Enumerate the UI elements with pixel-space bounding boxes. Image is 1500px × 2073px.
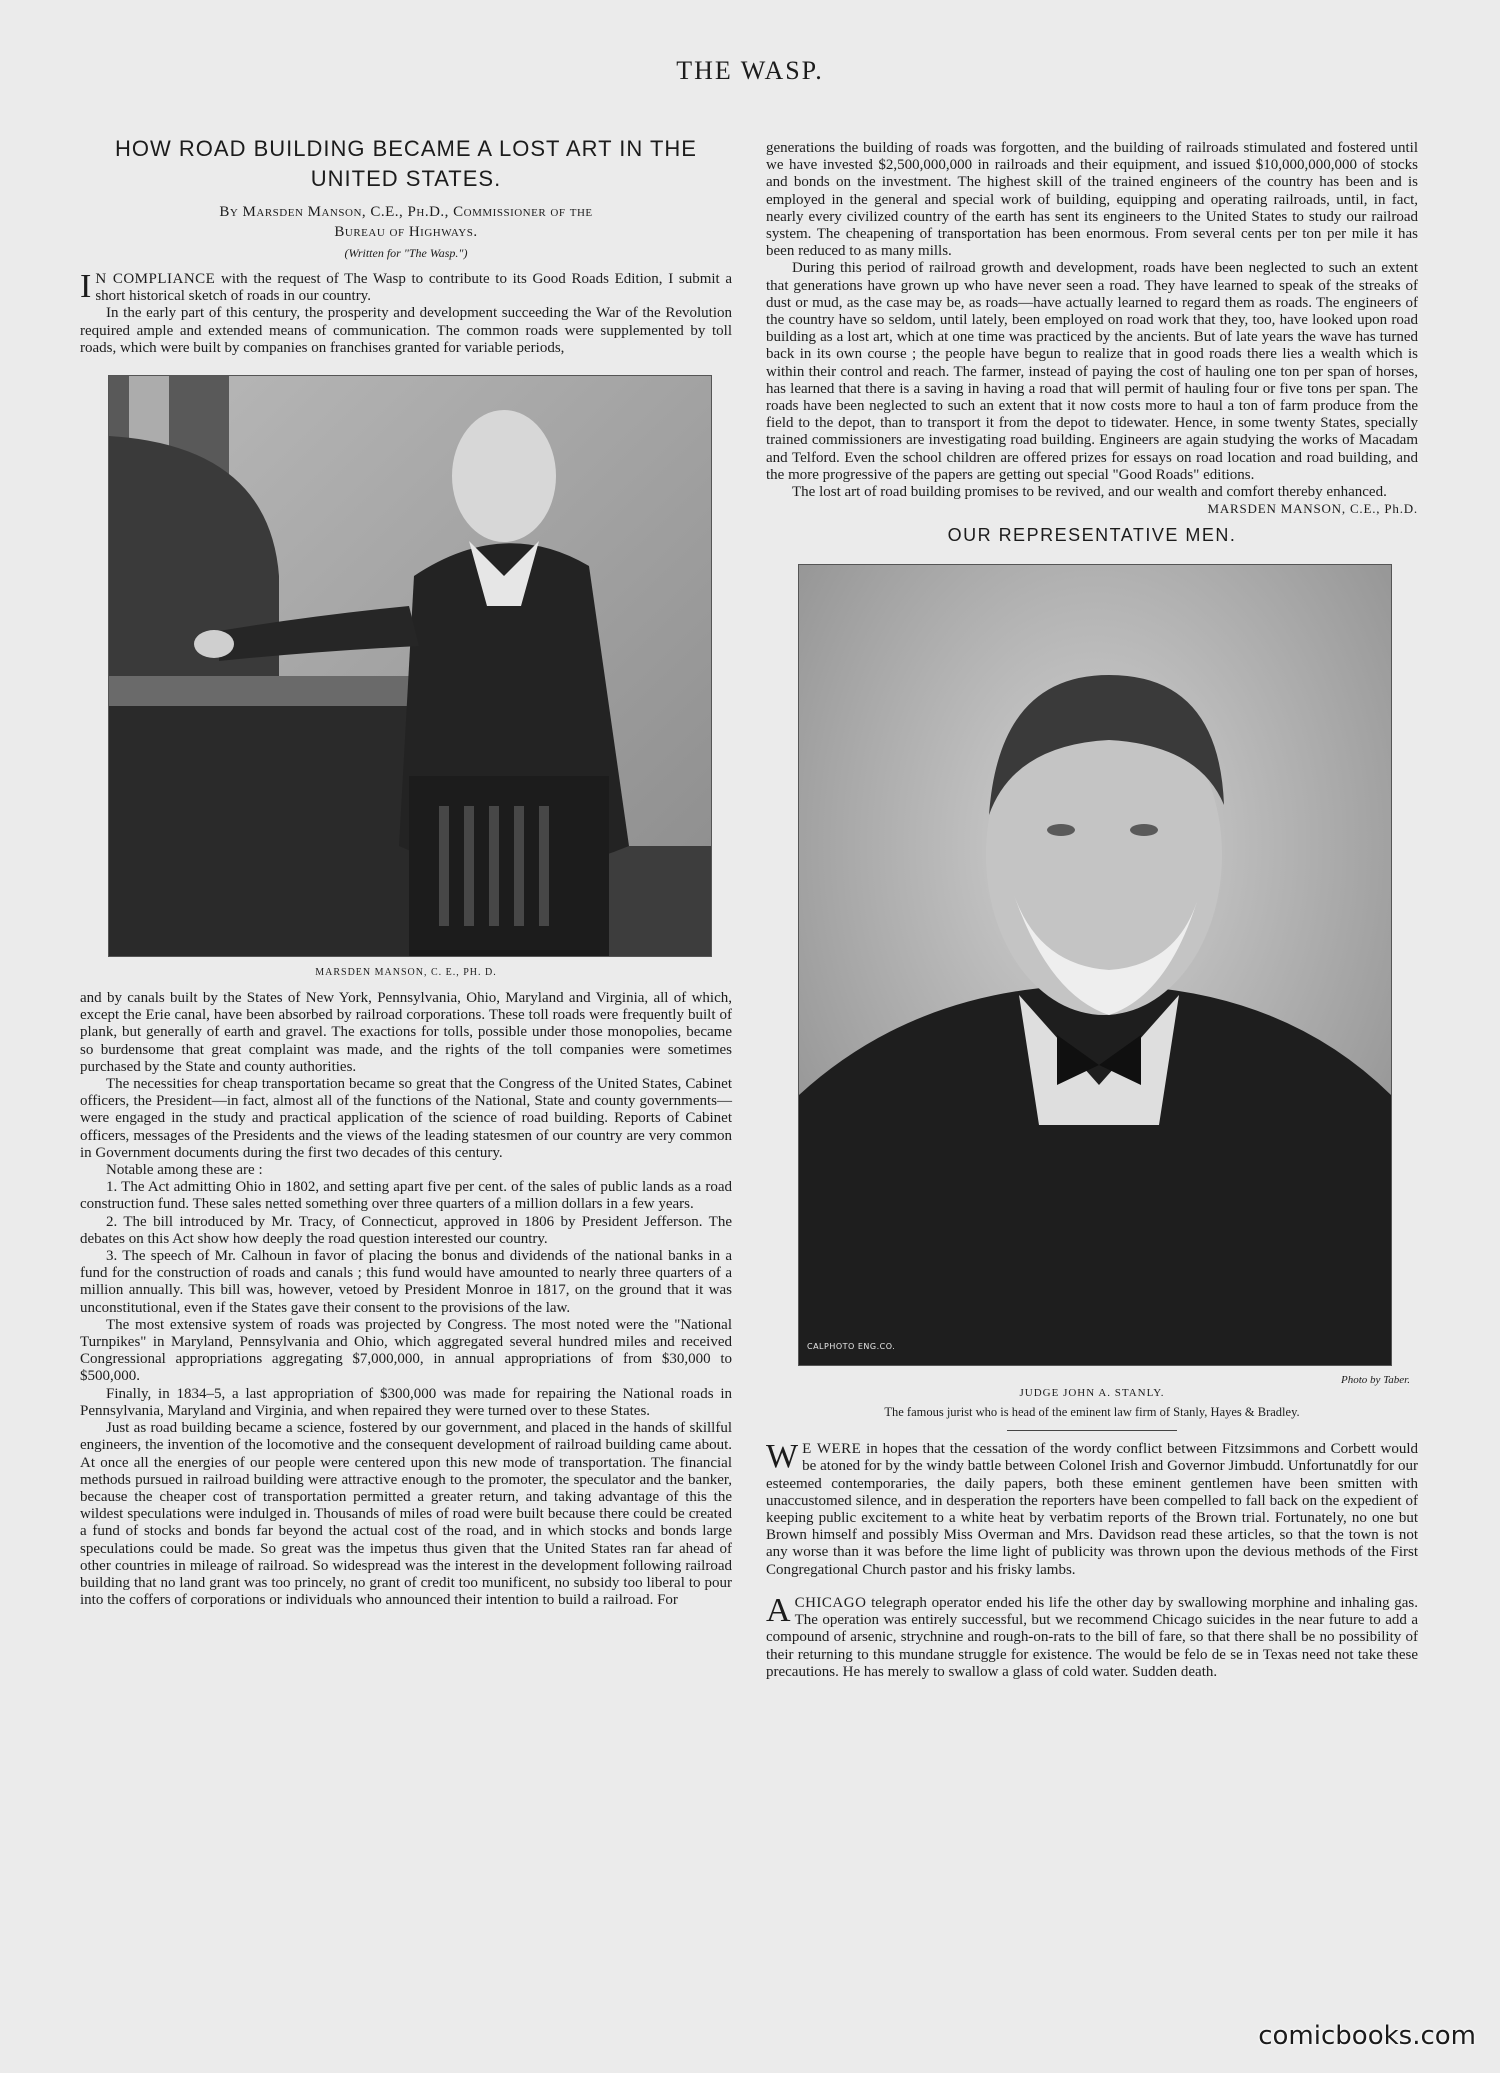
paragraph-9: Finally, in 1834–5, a last appropriation of $300,000 was made for repairing the National roads in Pennsylvania, Maryland and Virginia, and when repaired they were turned over to these States.: [80, 1385, 732, 1419]
portrait-stanly-subcaption: The famous jurist who is head of the eminent law firm of Stanly, Hayes & Bradley.: [884, 1405, 1300, 1420]
section-title: OUR REPRESENTATIVE MEN.: [947, 525, 1237, 546]
intro-text: with the request of The Wasp to contribute to its Good Roads Edition, I submit a short historical sketch of roads in our country.: [95, 271, 733, 305]
byline-line-1: By Marsden Manson, C.E., Ph.D., Commissioner of the: [219, 204, 593, 220]
intro-caps: N COMPLIANCE: [95, 271, 216, 287]
written-for-note: (Written for "The Wasp."): [344, 246, 468, 260]
right-column: [766, 140, 1418, 1681]
left-column: [80, 130, 732, 1609]
portrait-manson: [108, 375, 712, 957]
item1-text: in hopes that the cessation of the wordy conflict between Fitzsimmons and Corbett would be atoned for by the windy battle between Colonel Irish and Governor Jimbudd. Unfortunatdly for our esteemed contemporaries, the daily papers, both these eminent gentlemen have been smitten with unaccustomed silence, and in desperation the reporters have been compelled to fall back on the expedient of keeping public excitement to a white heat by verbatim reports of the Brown trial. Fortunately, no one but Brown himself and possibly Miss Overman and Mrs. Davidson read these articles, so that the town is not any worse than it was before the lime light of publicity was thrown upon the devious methods of the First Congregational Church pastor and his frisky lambs.: [766, 1441, 1418, 1578]
news-item-chicago: [766, 1591, 1418, 1681]
paragraph-11: generations the building of roads was forgotten, and the building of railroads stimulated and fostered until we have invested $2,500,000,000 in railroads and their equipment, and issued $10,000,000,000 of stocks and bonds on the investment. The highest skill of the trained engineers of the country has been and is employed in the general and special work of building, equipping and operating railroads, until, in fact, nearly every civilized country of the earth has sent its engineers to the United States to study our railroad system. The cheapening of transportation has been enormous. From several cents per ton per mile it has been reduced to as many mills.: [766, 140, 1418, 260]
byline-line-2: Bureau of Highways.: [334, 224, 478, 240]
item1-caps: E WERE: [802, 1441, 862, 1458]
paragraph-8: The most extensive system of roads was projected by Congress. The most noted were the "National Turnpikes" in Maryland, Pennsylvania and Ohio, which aggregated several hundred miles and received Congressional appropriations aggregating $7,000,000, in annual appropriations of from $30,000 to $500,000.: [80, 1316, 732, 1385]
portrait-stanly-illustration: [799, 565, 1391, 1365]
paragraph-2: and by canals built by the States of New York, Pennsylvania, Ohio, Maryland and Virginia, all of which, except the Erie canal, have been absorbed by railroad corporations. These toll roads were frequently built of plank, but generally of earth and gravel. The exactions for tolls, possible under those monopolies, became so burdensome that great complaint was made, and the rights of the toll companies were sometimes purchased by the State and county authorities.: [80, 990, 732, 1075]
article-headline: HOW ROAD BUILDING BECAME A LOST ART IN THE UNITED STATES.: [115, 136, 697, 191]
masthead: THE WASP.: [676, 56, 824, 85]
intro-dropcap: I: [80, 268, 92, 305]
paragraph-12: During this period of railroad growth and development, roads have been neglected to such an extent that generations have grown up who have never seen a road. They have learned to speak of the streaks of dust or mud, as the case may be, as roads—have actually learned to regard them as roads. The engineers of the country have so seldom, until lately, been employed on road work that they, too, have looked upon road building as a lost art, which at one time was practiced by the ancients. But of late years the wave has turned back in its own course ; the people have begun to realize that in good roads there lies a wealth which is within their control and reach. The farmer, instead of paying the cost of hauling one ton per span of horses, has learned that there is a saving in having a road that will permit of hauling four or five tons per span. The roads have been neglected to such an extent that it now costs more to haul a ton of farm produce from the field to the depot, than to transport it from the depot to tidewater. Hence, in some twenty States, specially trained commissioners are investigating road building. Engineers are again studying the works of Macadam and Telford. Even the school children are offered prizes for essays on road location and road building, and the more progressive of the papers are getting out special "Good Roads" editions.: [766, 260, 1418, 483]
paragraph-7: 3. The speech of Mr. Calhoun in favor of placing the bonus and dividends of the national banks in a fund for the construction of roads and canals ; this fund would have amounted to nearly three quarters of a million annually. This bill was, however, vetoed by President Monroe in 1817, on the ground that it was unconstitutional, even if the States gave their consent to the provisions of the law.: [80, 1248, 732, 1316]
paragraph-10: Just as road building became a science, fostered by our government, and placed in the hands of skillful engineers, the invention of the locomotive and the consequent development of railroad building came about. At once all the energies of our people were centered upon this new mode of transportation. The financial methods pursued in railroad building were attractive enough to the promoter, the speculator and the banker, because the cheaper cost of transportation permitted a greater return, and taking advantage of this the wildest speculations were indulged in. Thousands of miles of road were built because there could be created a fund of stocks and bonds far beyond the actual cost of the road, and in which stocks and bonds large speculations could be made. So great was the impetus thus given that the United States ran far ahead of other countries in mileage of railroad. So widespread was the interest in the development following railroad building that no land grant was too princely, no grant of credit too munificent, no subsidy too liberal to pour into the coffers of corporations or individuals who announced their intention to build a railroad. For: [80, 1420, 732, 1609]
portrait-manson-illustration: [109, 376, 711, 956]
paragraph-6: 2. The bill introduced by Mr. Tracy, of Connecticut, approved in 1806 by President Jefferson. The debates on this Act show how deeply the road question interested our country.: [80, 1213, 732, 1247]
portrait-stanly: [798, 564, 1392, 1366]
item1-dropcap: W: [766, 1438, 799, 1476]
item-spacer: [766, 1579, 1418, 1595]
intro-paragraph: [80, 268, 733, 305]
paragraph-4: Notable among these are :: [106, 1162, 263, 1179]
engraver-tag: CALPHOTO ENG.CO.: [807, 1342, 896, 1352]
item2-text: telegraph operator ended his life the other day by swallowing morphine and inhaling gas. The operation was entirely successful, but we recommend Chicago suicides in the near future to add a compound of arsenic, strychnine and rough-on-rats to the bill of fare, so that there shall be no possibility of their returning to this mundane struggle for existence. The would be felo de se in Texas need not take these precautions. He has merely to swallow a glass of cold water. Sudden death.: [766, 1594, 1418, 1680]
item2-caps: CHICAGO: [794, 1594, 867, 1611]
article-signoff: MARSDEN MANSON, C.E., Ph.D.: [1207, 501, 1418, 517]
photo-credit: Photo by Taber.: [1341, 1374, 1410, 1387]
paragraph-1: In the early part of this century, the prosperity and development succeeding the War of the Revolution required ample and extended means of communication. The common roads were supplemented by toll roads, which were built by companies on franchises granted for variable periods,: [80, 305, 732, 356]
divider-rule: [1007, 1430, 1177, 1431]
news-item-brown-trial: [766, 1438, 1418, 1579]
portrait-stanly-caption: JUDGE JOHN A. STANLY.: [1019, 1387, 1165, 1400]
paragraph-3: The necessities for cheap transportation became so great that the Congress of the United States, Cabinet officers, the President—in fact, almost all of the functions of the National, State and county governments—were engaged in the study and practical application of the science of road building. Reports of Cabinet officers, messages of the Presidents and the views of the leading statesmen of our country are very common in Government documents during the first two decades of this century.: [80, 1076, 732, 1161]
paragraph-13: The lost art of road building promises to be revived, and our wealth and comfort thereby enhanced.: [792, 484, 1387, 501]
paragraph-5: 1. The Act admitting Ohio in 1802, and setting apart five per cent. of the sales of public lands as a road construction fund. These sales netted something over three quarters of a million dollars in a few years.: [80, 1179, 732, 1213]
watermark-logo: comicbooks.com: [1258, 2021, 1476, 2051]
portrait-manson-caption: MARSDEN MANSON, C. E., PH. D.: [315, 967, 497, 979]
item2-dropcap: A: [766, 1591, 791, 1629]
